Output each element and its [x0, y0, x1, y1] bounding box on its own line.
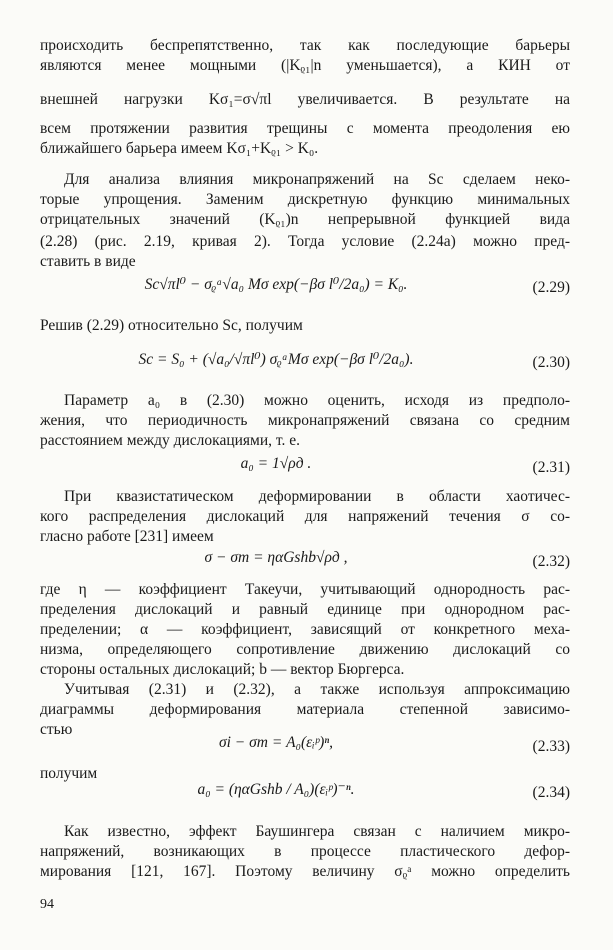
equation-2-33	[40, 734, 570, 764]
equation-number: (2.31)	[532, 459, 570, 476]
equation-2-32	[40, 549, 570, 579]
equation-2-34	[40, 780, 570, 810]
text-line: всем протяжении развития трещины с момента преодоления ею	[40, 120, 570, 137]
text-line: внешней нагрузки Kσ₁=σ√πl увеличивается. В результате на	[40, 91, 570, 108]
equation-number: (2.32)	[532, 553, 570, 570]
text-line: (2.28) (рис. 2.19, кривая 2). Тогда условие (2.24а) можно пред-	[40, 233, 570, 250]
text-line: где η — коэффициент Такеучи, учитывающий однородность рас-	[40, 581, 570, 598]
text-line: Решив (2.29) относительно Sc, получим	[40, 317, 303, 334]
text-line: мирования [121, 167]. Поэтому величину σᵨᵃ можно определить	[40, 863, 570, 880]
equation-text: σ − σт = ηαGshb√ρд ,	[204, 549, 348, 566]
equation-text: Sc√πl⁰ − σᵨᵃ√a₀ Mσ exp(−βσ l⁰/2a₀) = K₀.	[144, 276, 408, 293]
equation-number: (2.29)	[532, 279, 570, 296]
text-line: стью	[40, 721, 73, 738]
equation-text: a₀ = (ηαGshb / A₀)(εᵢᵖ)⁻ⁿ.	[197, 781, 355, 798]
text-line: напряжений, возникающих в процессе пластического дефор-	[40, 843, 570, 860]
text-line: диаграммы деформирования материала степенной зависимо-	[40, 701, 570, 718]
equation-2-30	[40, 350, 570, 380]
equation-2-29	[40, 275, 570, 305]
equation-number: (2.33)	[532, 738, 570, 755]
text-line: гласно работе [231] имеем	[40, 528, 214, 545]
equation-2-31	[40, 455, 570, 485]
equation-number: (2.34)	[532, 784, 570, 801]
equation-text: σi − σт = A₀(εᵢᵖ)ⁿ,	[218, 734, 334, 751]
text-line: получим	[40, 765, 98, 782]
text-line: ближайшего барьера имеем Kσ₁+Kᵨ₁ > K₀.	[40, 140, 319, 157]
text-line: Учитывая (2.31) и (2.32), а также используя аппроксимацию	[64, 681, 570, 698]
text-line: При квазистатическом деформировании в области хаотичес-	[64, 488, 570, 505]
text-line: низма, определяющего сопротивление движению дислокаций со	[40, 641, 570, 658]
text-line: кого распределения дислокаций для напряжений течения σ со-	[40, 508, 570, 525]
text-line: Параметр a₀ в (2.30) можно оценить, исходя из предполо-	[64, 392, 570, 409]
text-line: стороны остальных дислокаций; b — вектор Бюргерса.	[40, 661, 405, 678]
text-line: отрицательных значений (Kᵨ₁)n непрерывной функцией вида	[40, 211, 570, 228]
equation-text: a₀ = 1√ρд .	[240, 455, 312, 472]
text-line: торые упрощения. Заменим дискретную функцию минимальных	[40, 191, 570, 208]
text-line: расстоянием между дислокациями, т. е.	[40, 432, 301, 449]
text-line: являются менее мощными (|Kᵨ₁|n уменьшается), а КИН от	[40, 57, 570, 74]
page-number: 94	[40, 897, 54, 912]
text-line: ставить в виде	[40, 253, 136, 270]
text-line: пределения дислокаций и равный единице при однородном рас-	[40, 601, 570, 618]
equation-number: (2.30)	[532, 354, 570, 371]
text-line: пределении; α — коэффициент, зависящий от конкретного меха-	[40, 621, 570, 638]
text-line: Как известно, эффект Баушингера связан с наличием микро-	[64, 823, 570, 840]
text-line: жения, что периодичность микронапряжений связана со средним	[40, 412, 570, 429]
text-line: Для анализа влияния микронапряжений на Sc сделаем неко-	[64, 171, 570, 188]
equation-text: Sc = S₀ + (√a₀/√πl⁰) σᵨᵃMσ exp(−βσ l⁰/2a₀).	[138, 351, 414, 368]
text-line: происходить беспрепятственно, так как последующие барьеры	[40, 37, 570, 54]
